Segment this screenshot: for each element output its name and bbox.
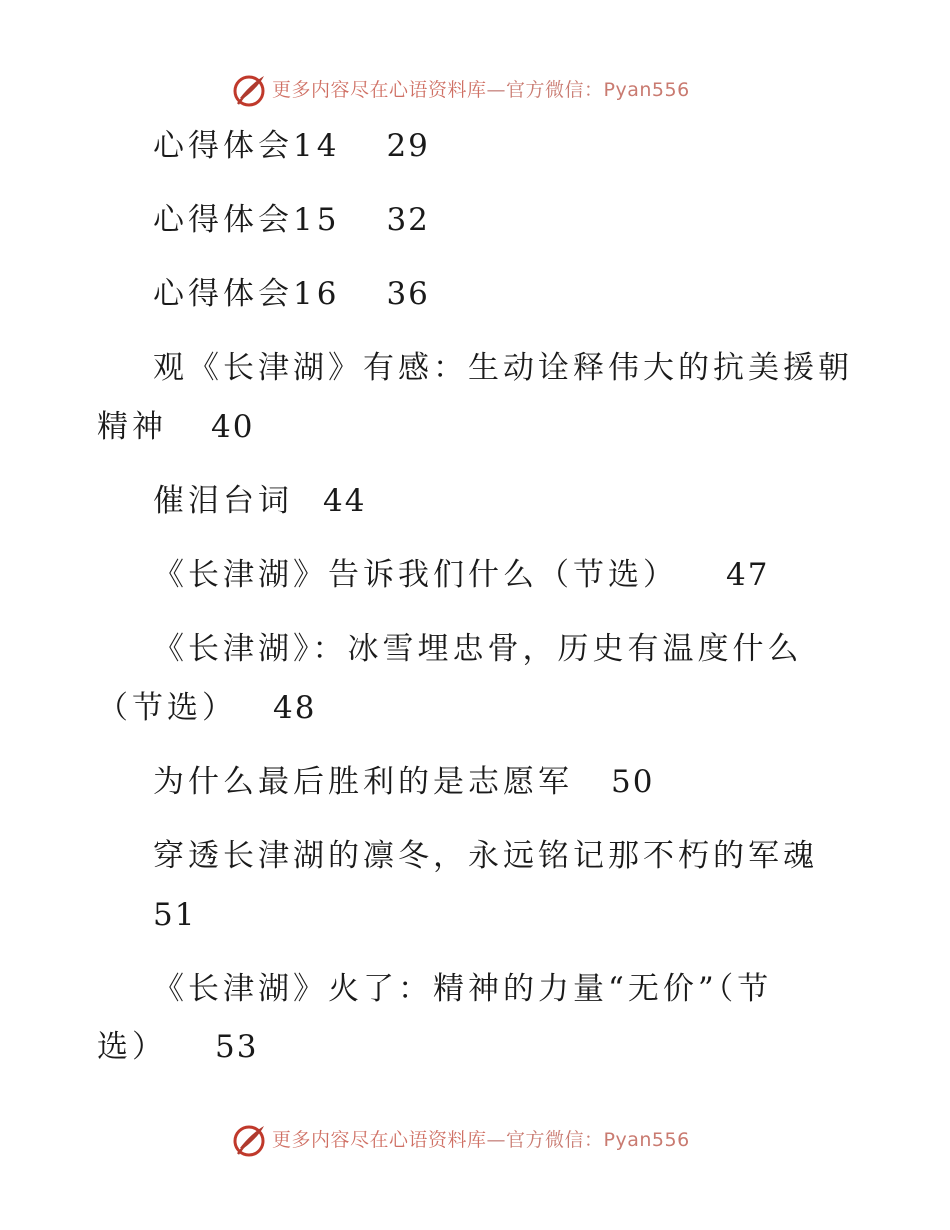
quill-pen-logo-icon [232, 1122, 268, 1158]
toc-entry-line1[interactable] [153, 969, 772, 1009]
quill-pen-logo-icon [232, 72, 268, 108]
toc-entry-page: 32 [386, 202, 430, 238]
banner-text [272, 78, 690, 102]
toc-entry-line1[interactable] [153, 836, 818, 876]
toc-entry-page: 36 [386, 276, 430, 312]
banner-text-lead: 更多内容尽在心语资料库 [272, 1129, 487, 1151]
toc-entry-page: 50 [611, 764, 655, 800]
banner-text-tail: 官方微信：Pyan556 [506, 1129, 690, 1151]
toc-entry-page: 40 [211, 409, 255, 445]
toc-entry-line1[interactable] [153, 629, 803, 669]
toc-entry-page: 53 [215, 1029, 259, 1065]
toc-entry-title-cont: （节选） [97, 690, 237, 726]
toc-entry-title: 心得体会15 [153, 202, 341, 238]
toc-entry-page: 48 [273, 690, 317, 726]
toc-entry-title: 心得体会16 [153, 276, 341, 312]
toc-entry-page: 47 [726, 557, 770, 593]
toc-entry-title-cont: 精神 [97, 409, 167, 445]
banner-text-dash: — [486, 1129, 507, 1151]
toc-entry-title: 心得体会14 [153, 128, 341, 164]
toc-entry-title-cont: 选） [97, 1029, 167, 1065]
toc-entry-line2[interactable] [97, 407, 254, 447]
banner-text-dash: — [486, 79, 507, 101]
toc-entry-title: 《长津湖》火了：精神的力量“无价”（节 [153, 971, 773, 1007]
footer-banner [0, 1120, 950, 1160]
toc-entry-line2[interactable] [97, 688, 316, 728]
toc-entry[interactable] [153, 126, 430, 166]
toc-entry-page: 44 [323, 483, 367, 519]
banner-text-tail: 官方微信：Pyan556 [506, 79, 690, 101]
banner-text [272, 1128, 690, 1152]
toc-entry-title: 《长津湖》：冰雪埋忠骨，历史有温度什么 [153, 631, 803, 667]
toc-entry[interactable] [153, 555, 769, 595]
toc-entry-line2[interactable] [97, 1027, 258, 1067]
toc-entry-title: 催泪台词 [153, 483, 293, 519]
toc-entry-line1[interactable] [153, 348, 853, 388]
banner-text-lead: 更多内容尽在心语资料库 [272, 79, 487, 101]
toc-entry-line2[interactable] [153, 895, 196, 935]
toc-entry-page: 51 [153, 897, 197, 933]
toc-entry[interactable] [153, 274, 430, 314]
toc-entry-title: 《长津湖》告诉我们什么（节选） [153, 557, 678, 593]
toc-entry-title: 为什么最后胜利的是志愿军 [153, 764, 573, 800]
toc-entry-title: 穿透长津湖的凛冬，永远铭记那不朽的军魂 [153, 838, 818, 874]
toc-entry[interactable] [153, 200, 430, 240]
toc-entry[interactable] [153, 762, 654, 802]
header-banner [0, 70, 950, 110]
toc-entry-page: 29 [386, 128, 430, 164]
toc-entry[interactable] [153, 481, 366, 521]
toc-entry-title: 观《长津湖》有感：生动诠释伟大的抗美援朝 [153, 350, 853, 386]
